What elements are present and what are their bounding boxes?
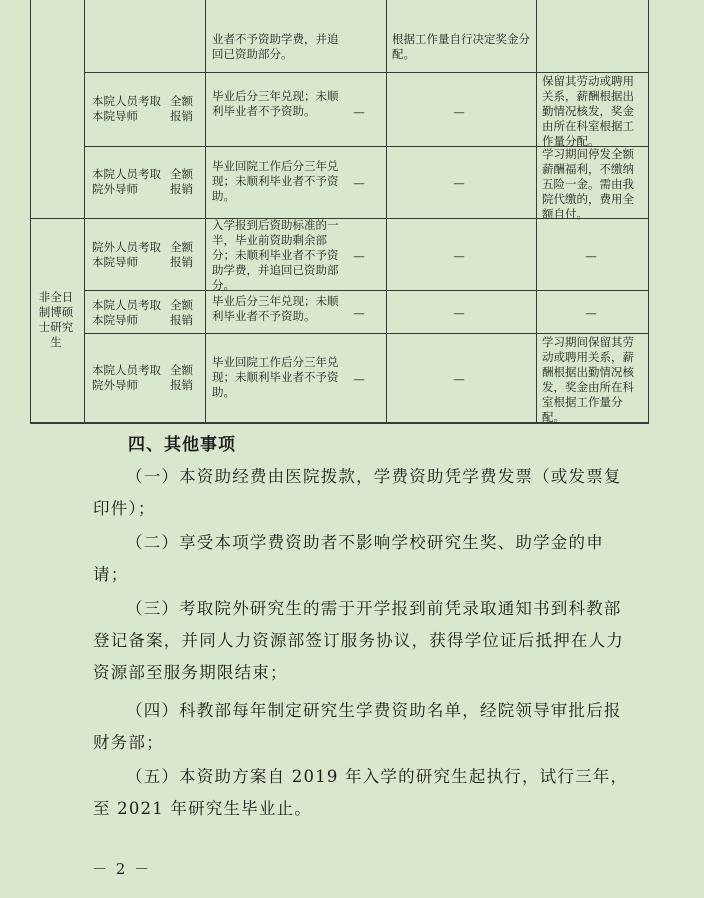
row-note: 学习期间保留其劳动或聘用关系，薪酬根据出勤情况核发，奖金由所在科室根据工作量分配。 [542,335,634,424]
category-part-time: 非全日制博硕士研究生 [38,290,74,349]
row-type: 全额报销 [170,298,193,327]
row-dash: — [453,372,465,386]
row-type: 全额报销 [170,167,193,196]
row-type: 全额报销 [170,240,193,269]
row-condition: 毕业回院工作后分三年兑现；未顺利毕业者不予资助。 [212,159,339,203]
row-dash: — [353,176,365,190]
row-dash: — [453,176,465,190]
table-border-right [648,0,649,423]
row-dash: — [453,306,465,320]
row-divider [84,333,649,334]
row-person: 本院人员考取院外导师 [92,167,161,196]
row-dash: — [353,249,365,263]
page-number: － 2 － [92,860,152,878]
table-col-divider [84,0,85,423]
table-col-divider [386,0,387,423]
row-dash: — [453,249,465,263]
row-type: 全额报销 [170,94,193,123]
paragraph-item-5: （五）本资助方案自 2019 年入学的研究生起执行，试行三年，至 2021 年研究生毕业止。 [93,767,629,818]
section-title: 四、其他事项 [128,435,236,455]
row-person: 本院人员考取院外导师 [92,363,161,392]
row-note: 学习期间停发全额薪酬福利，不缴纳五险一金。需由我院代缴的，费用全额自付。 [542,147,634,221]
row-person: 本院人员考取本院导师 [92,94,161,123]
paragraph-item-1: （一）本资助经费由医院拨款，学费资助凭学费发票（或发票复印件）； [93,467,622,518]
top-row-condition: 业者不予资助学费，并追回已资助部分。 [212,32,339,61]
row-person: 本院人员考取本院导师 [92,298,161,327]
paragraph-item-2: （二）享受本项学费资助者不影响学校研究生奖、助学金的申请； [93,533,604,584]
table-col-divider [205,0,206,423]
paragraph-item-3: （三）考取院外研究生的需于开学报到前凭录取通知书到科教部登记备案，并同人力资源部签订服务协议，获得学位证后抵押在人力资源部至服务期限结束； [93,599,624,682]
funding-table [0,0,704,425]
row-note: — [585,249,597,263]
row-dash: — [353,306,365,320]
row-condition: 入学报到后资助标准的一半，毕业前资助剩余部分；未顺利毕业者不予资助学费，并追回已资助部分。 [212,218,339,292]
row-condition: 毕业后分三年兑现；未顺利毕业者不予资助。 [212,294,339,323]
table-col-divider [536,0,537,423]
table-border-left [30,0,31,423]
row-note: — [585,306,597,320]
row-condition: 毕业后分三年兑现；未顺利毕业者不予资助。 [212,89,339,118]
row-divider [84,72,649,73]
paragraph-item-4: （四）科教部每年制定研究生学费资助名单，经院领导审批后报财务部； [93,701,622,752]
row-dash: — [353,105,365,119]
row-condition: 毕业回院工作后分三年兑现；未顺利毕业者不予资助。 [212,355,339,399]
row-person: 院外人员考取本院导师 [92,240,161,269]
row-type: 全额报销 [170,363,193,392]
top-row-note: 根据工作量自行决定奖金分配。 [392,32,530,61]
row-note: 保留其劳动或聘用关系，薪酬根据出勤情况核发，奖金由所在科室根据工作量分配。 [542,74,634,148]
row-dash: — [453,105,465,119]
row-dash: — [353,372,365,386]
row-divider [84,290,649,291]
